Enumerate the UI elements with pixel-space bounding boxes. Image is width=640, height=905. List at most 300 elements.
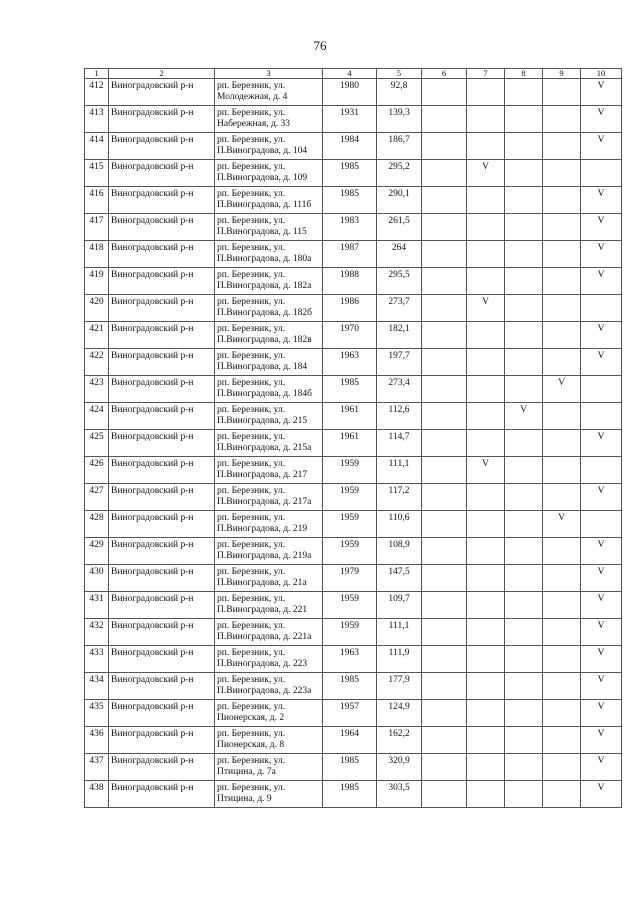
row-number: 416 — [89, 189, 104, 199]
address-line-1: рп. Березник, ул. — [217, 648, 286, 658]
check-mark: V — [482, 297, 489, 307]
row-number: 432 — [89, 621, 104, 631]
address-line-1: рп. Березник, ул. — [217, 783, 286, 793]
mark-cell-8 — [505, 781, 543, 808]
floor-area: 320,9 — [388, 756, 410, 766]
floor-area: 295,2 — [388, 162, 410, 172]
mark-cell-7 — [467, 160, 505, 187]
mark-cell-7 — [467, 619, 505, 646]
mark-cell-7 — [467, 79, 505, 106]
check-mark: V — [597, 729, 605, 739]
mark-cell-10 — [581, 79, 622, 106]
address-line-1: рп. Березник, ул. — [217, 756, 286, 766]
mark-cell-9 — [543, 538, 581, 565]
row-number: 428 — [89, 513, 104, 523]
row-number-cell — [85, 457, 109, 484]
floor-area: 273,7 — [388, 297, 410, 307]
check-mark: V — [597, 432, 605, 442]
year-cell — [323, 79, 377, 106]
column-header-8: 8 — [505, 69, 543, 79]
mark-cell-10 — [581, 322, 622, 349]
row-number-cell — [85, 376, 109, 403]
mark-cell-6 — [422, 565, 467, 592]
district-cell — [109, 430, 215, 457]
mark-cell-10 — [581, 295, 622, 322]
mark-cell-7 — [467, 457, 505, 484]
check-mark: V — [597, 216, 605, 226]
address-line-2: П.Виноградова, д. 223 — [217, 659, 308, 669]
mark-cell-10 — [581, 430, 622, 457]
district-name: Виноградовский р-н — [111, 81, 194, 91]
mark-cell-8 — [505, 106, 543, 133]
mark-cell-10 — [581, 700, 622, 727]
address-line-1: рп. Березник, ул. — [217, 459, 286, 469]
row-number-cell — [85, 538, 109, 565]
district-name: Виноградовский р-н — [111, 351, 194, 361]
year-cell — [323, 322, 377, 349]
address-cell — [215, 106, 323, 133]
mark-cell-10 — [581, 619, 622, 646]
mark-cell-8 — [505, 376, 543, 403]
mark-cell-8 — [505, 565, 543, 592]
address-cell — [215, 322, 323, 349]
check-mark: V — [597, 702, 605, 712]
address-cell — [215, 673, 323, 700]
build-year: 1959 — [340, 594, 359, 604]
mark-cell-6 — [422, 268, 467, 295]
mark-cell-7 — [467, 133, 505, 160]
year-cell — [323, 673, 377, 700]
mark-cell-6 — [422, 538, 467, 565]
mark-cell-6 — [422, 187, 467, 214]
address-cell — [215, 781, 323, 808]
table-row — [85, 349, 622, 376]
mark-cell-9 — [543, 241, 581, 268]
area-cell — [377, 781, 422, 808]
table-row — [85, 295, 622, 322]
year-cell — [323, 133, 377, 160]
address-line-2: П.Виноградова, д. 219 — [217, 524, 308, 534]
mark-cell-10 — [581, 403, 622, 430]
year-cell — [323, 295, 377, 322]
mark-cell-7 — [467, 187, 505, 214]
area-cell — [377, 457, 422, 484]
address-cell — [215, 538, 323, 565]
table-row — [85, 268, 622, 295]
address-line-2: П.Виноградова, д. 215а — [217, 443, 312, 453]
mark-cell-8 — [505, 484, 543, 511]
address-line-2: П.Виноградова, д. 219а — [217, 551, 312, 561]
row-number: 423 — [89, 378, 104, 388]
row-number: 418 — [89, 243, 104, 253]
build-year: 1959 — [340, 486, 359, 496]
district-name: Виноградовский р-н — [111, 243, 194, 253]
floor-area: 111,1 — [388, 621, 410, 631]
row-number-cell — [85, 295, 109, 322]
district-cell — [109, 79, 215, 106]
mark-cell-7 — [467, 781, 505, 808]
year-cell — [323, 430, 377, 457]
district-cell — [109, 781, 215, 808]
address-line-1: рп. Березник, ул. — [217, 243, 286, 253]
address-line-2: П.Виноградова, д. 217а — [217, 497, 312, 507]
mark-cell-10 — [581, 214, 622, 241]
area-cell — [377, 322, 422, 349]
mark-cell-7 — [467, 754, 505, 781]
row-number-cell — [85, 187, 109, 214]
district-name: Виноградовский р-н — [111, 486, 194, 496]
mark-cell-6 — [422, 106, 467, 133]
district-cell — [109, 754, 215, 781]
floor-area: 124,9 — [388, 702, 410, 712]
row-number: 421 — [89, 324, 104, 334]
mark-cell-7 — [467, 268, 505, 295]
row-number-cell — [85, 511, 109, 538]
row-number: 412 — [89, 81, 104, 91]
address-line-1: рп. Березник, ул. — [217, 270, 286, 280]
row-number: 434 — [89, 675, 104, 685]
mark-cell-9 — [543, 403, 581, 430]
check-mark: V — [520, 405, 527, 415]
mark-cell-8 — [505, 538, 543, 565]
table-row — [85, 241, 622, 268]
mark-cell-9 — [543, 700, 581, 727]
area-cell — [377, 619, 422, 646]
address-cell — [215, 619, 323, 646]
check-mark: V — [597, 270, 605, 280]
build-year: 1964 — [340, 729, 359, 739]
address-cell — [215, 727, 323, 754]
table-row — [85, 511, 622, 538]
mark-cell-8 — [505, 457, 543, 484]
address-line-1: рп. Березник, ул. — [217, 189, 286, 199]
mark-cell-10 — [581, 592, 622, 619]
address-cell — [215, 295, 323, 322]
district-cell — [109, 727, 215, 754]
build-year: 1986 — [340, 297, 359, 307]
row-number: 426 — [89, 459, 104, 469]
build-year: 1987 — [340, 243, 359, 253]
build-year: 1983 — [340, 216, 359, 226]
check-mark: V — [597, 567, 605, 577]
address-line-1: рп. Березник, ул. — [217, 297, 286, 307]
mark-cell-8 — [505, 295, 543, 322]
area-cell — [377, 187, 422, 214]
year-cell — [323, 565, 377, 592]
column-header-6: 6 — [422, 69, 467, 79]
mark-cell-8 — [505, 241, 543, 268]
address-line-1: рп. Березник, ул. — [217, 81, 286, 91]
mark-cell-10 — [581, 160, 622, 187]
mark-cell-6 — [422, 619, 467, 646]
area-cell — [377, 295, 422, 322]
area-cell — [377, 214, 422, 241]
row-number: 420 — [89, 297, 104, 307]
table-row — [85, 457, 622, 484]
row-number: 427 — [89, 486, 104, 496]
row-number-cell — [85, 754, 109, 781]
table-row — [85, 133, 622, 160]
address-line-2: П.Виноградова, д. 111б — [217, 200, 312, 210]
mark-cell-7 — [467, 403, 505, 430]
district-cell — [109, 187, 215, 214]
mark-cell-10 — [581, 754, 622, 781]
area-cell — [377, 592, 422, 619]
district-cell — [109, 214, 215, 241]
year-cell — [323, 376, 377, 403]
row-number: 413 — [89, 108, 104, 118]
district-cell — [109, 538, 215, 565]
mark-cell-9 — [543, 781, 581, 808]
mark-cell-10 — [581, 133, 622, 160]
address-line-2: П.Виноградова, д. 109 — [217, 173, 308, 183]
address-line-2: Птицина, д. 9 — [217, 794, 272, 804]
area-cell — [377, 268, 422, 295]
mark-cell-7 — [467, 241, 505, 268]
address-cell — [215, 700, 323, 727]
mark-cell-9 — [543, 619, 581, 646]
mark-cell-9 — [543, 592, 581, 619]
mark-cell-9 — [543, 106, 581, 133]
row-number-cell — [85, 565, 109, 592]
mark-cell-6 — [422, 214, 467, 241]
mark-cell-7 — [467, 484, 505, 511]
floor-area: 261,5 — [388, 216, 410, 226]
row-number-cell — [85, 727, 109, 754]
address-line-1: рп. Березник, ул. — [217, 675, 286, 685]
mark-cell-6 — [422, 781, 467, 808]
row-number-cell — [85, 403, 109, 430]
floor-area: 177,9 — [388, 675, 410, 685]
mark-cell-8 — [505, 592, 543, 619]
build-year: 1970 — [340, 324, 359, 334]
mark-cell-8 — [505, 214, 543, 241]
mark-cell-7 — [467, 646, 505, 673]
address-line-1: рп. Березник, ул. — [217, 486, 286, 496]
year-cell — [323, 592, 377, 619]
mark-cell-7 — [467, 565, 505, 592]
mark-cell-8 — [505, 403, 543, 430]
build-year: 1985 — [340, 189, 359, 199]
mark-cell-10 — [581, 187, 622, 214]
district-name: Виноградовский р-н — [111, 189, 194, 199]
address-cell — [215, 484, 323, 511]
column-header-3: 3 — [215, 69, 323, 79]
mark-cell-9 — [543, 457, 581, 484]
district-name: Виноградовский р-н — [111, 513, 194, 523]
mark-cell-9 — [543, 646, 581, 673]
floor-area: 264 — [391, 243, 407, 253]
mark-cell-8 — [505, 619, 543, 646]
mark-cell-8 — [505, 322, 543, 349]
mark-cell-9 — [543, 349, 581, 376]
district-name: Виноградовский р-н — [111, 621, 194, 631]
address-line-1: рп. Березник, ул. — [217, 216, 286, 226]
district-cell — [109, 646, 215, 673]
row-number-cell — [85, 349, 109, 376]
address-line-2: П.Виноградова, д. 217 — [217, 470, 308, 480]
page-number: 76 — [313, 38, 327, 53]
area-cell — [377, 700, 422, 727]
column-header-5: 5 — [377, 69, 422, 79]
year-cell — [323, 646, 377, 673]
row-number: 429 — [89, 540, 104, 550]
row-number: 417 — [89, 216, 104, 226]
mark-cell-6 — [422, 484, 467, 511]
district-name: Виноградовский р-н — [111, 648, 194, 658]
address-line-2: П.Виноградова, д. 182а — [217, 281, 312, 291]
table-body — [85, 79, 622, 808]
year-cell — [323, 538, 377, 565]
table-row — [85, 619, 622, 646]
address-cell — [215, 511, 323, 538]
address-cell — [215, 187, 323, 214]
district-cell — [109, 403, 215, 430]
row-number-cell — [85, 268, 109, 295]
area-cell — [377, 79, 422, 106]
floor-area: 186,7 — [388, 135, 410, 145]
table-row — [85, 646, 622, 673]
mark-cell-6 — [422, 673, 467, 700]
mark-cell-9 — [543, 484, 581, 511]
table-row — [85, 754, 622, 781]
mark-cell-8 — [505, 646, 543, 673]
row-number: 425 — [89, 432, 104, 442]
address-cell — [215, 457, 323, 484]
year-cell — [323, 268, 377, 295]
address-line-2: Набережная, д. 33 — [217, 119, 291, 129]
address-line-2: П.Виноградова, д. 104 — [217, 146, 308, 156]
build-year: 1985 — [340, 162, 359, 172]
check-mark: V — [482, 459, 489, 469]
address-line-1: рп. Березник, ул. — [217, 594, 286, 604]
floor-area: 111,9 — [388, 648, 410, 658]
mark-cell-9 — [543, 160, 581, 187]
mark-cell-6 — [422, 349, 467, 376]
floor-area: 303,5 — [388, 783, 410, 793]
row-number: 414 — [89, 135, 104, 145]
mark-cell-9 — [543, 376, 581, 403]
check-mark: V — [597, 648, 605, 658]
table-row — [85, 214, 622, 241]
district-name: Виноградовский р-н — [111, 162, 194, 172]
build-year: 1980 — [340, 81, 359, 91]
mark-cell-7 — [467, 430, 505, 457]
mark-cell-10 — [581, 781, 622, 808]
mark-cell-7 — [467, 673, 505, 700]
district-cell — [109, 241, 215, 268]
area-cell — [377, 646, 422, 673]
area-cell — [377, 727, 422, 754]
year-cell — [323, 106, 377, 133]
mark-cell-8 — [505, 133, 543, 160]
mark-cell-6 — [422, 727, 467, 754]
mark-cell-6 — [422, 457, 467, 484]
district-name: Виноградовский р-н — [111, 270, 194, 280]
area-cell — [377, 160, 422, 187]
address-line-1: рп. Березник, ул. — [217, 405, 286, 415]
district-name: Виноградовский р-н — [111, 324, 194, 334]
check-mark: V — [597, 135, 605, 145]
address-line-2: П.Виноградова, д. 115 — [217, 227, 307, 237]
mark-cell-8 — [505, 511, 543, 538]
build-year: 1931 — [340, 108, 359, 118]
district-name: Виноградовский р-н — [111, 378, 194, 388]
mark-cell-6 — [422, 160, 467, 187]
column-header-1: 1 — [85, 69, 109, 79]
mark-cell-6 — [422, 511, 467, 538]
check-mark: V — [597, 540, 605, 550]
year-cell — [323, 457, 377, 484]
district-cell — [109, 376, 215, 403]
district-cell — [109, 700, 215, 727]
build-year: 1985 — [340, 756, 359, 766]
district-cell — [109, 592, 215, 619]
row-number: 430 — [89, 567, 104, 577]
floor-area: 139,3 — [388, 108, 410, 118]
mark-cell-6 — [422, 403, 467, 430]
build-year: 1963 — [340, 351, 359, 361]
build-year: 1961 — [340, 405, 359, 415]
mark-cell-9 — [543, 565, 581, 592]
row-number: 431 — [89, 594, 104, 604]
mark-cell-8 — [505, 160, 543, 187]
mark-cell-9 — [543, 187, 581, 214]
year-cell — [323, 403, 377, 430]
district-cell — [109, 457, 215, 484]
row-number-cell — [85, 484, 109, 511]
table-row — [85, 322, 622, 349]
year-cell — [323, 727, 377, 754]
mark-cell-9 — [543, 727, 581, 754]
build-year: 1959 — [340, 459, 359, 469]
year-cell — [323, 781, 377, 808]
district-name: Виноградовский р-н — [111, 540, 194, 550]
address-line-1: рп. Березник, ул. — [217, 108, 286, 118]
area-cell — [377, 133, 422, 160]
mark-cell-6 — [422, 322, 467, 349]
district-cell — [109, 106, 215, 133]
address-line-1: рп. Березник, ул. — [217, 162, 286, 172]
area-cell — [377, 376, 422, 403]
mark-cell-7 — [467, 295, 505, 322]
address-line-2: П.Виноградова, д. 223а — [217, 686, 312, 696]
floor-area: 108,9 — [388, 540, 410, 550]
table-row — [85, 727, 622, 754]
build-year: 1959 — [340, 540, 359, 550]
floor-area: 290,1 — [388, 189, 410, 199]
build-year: 1979 — [340, 567, 359, 577]
mark-cell-6 — [422, 376, 467, 403]
row-number: 415 — [89, 162, 104, 172]
floor-area: 114,7 — [388, 432, 410, 442]
year-cell — [323, 187, 377, 214]
mark-cell-10 — [581, 511, 622, 538]
mark-cell-9 — [543, 430, 581, 457]
mark-cell-7 — [467, 376, 505, 403]
mark-cell-10 — [581, 646, 622, 673]
address-line-2: Пионерская, д. 2 — [217, 713, 285, 723]
address-line-1: рп. Березник, ул. — [217, 540, 286, 550]
mark-cell-8 — [505, 754, 543, 781]
address-line-1: рп. Березник, ул. — [217, 324, 286, 334]
district-name: Виноградовский р-н — [111, 675, 194, 685]
district-cell — [109, 133, 215, 160]
build-year: 1985 — [340, 675, 359, 685]
district-name: Виноградовский р-н — [111, 135, 194, 145]
table-row — [85, 484, 622, 511]
mark-cell-6 — [422, 241, 467, 268]
